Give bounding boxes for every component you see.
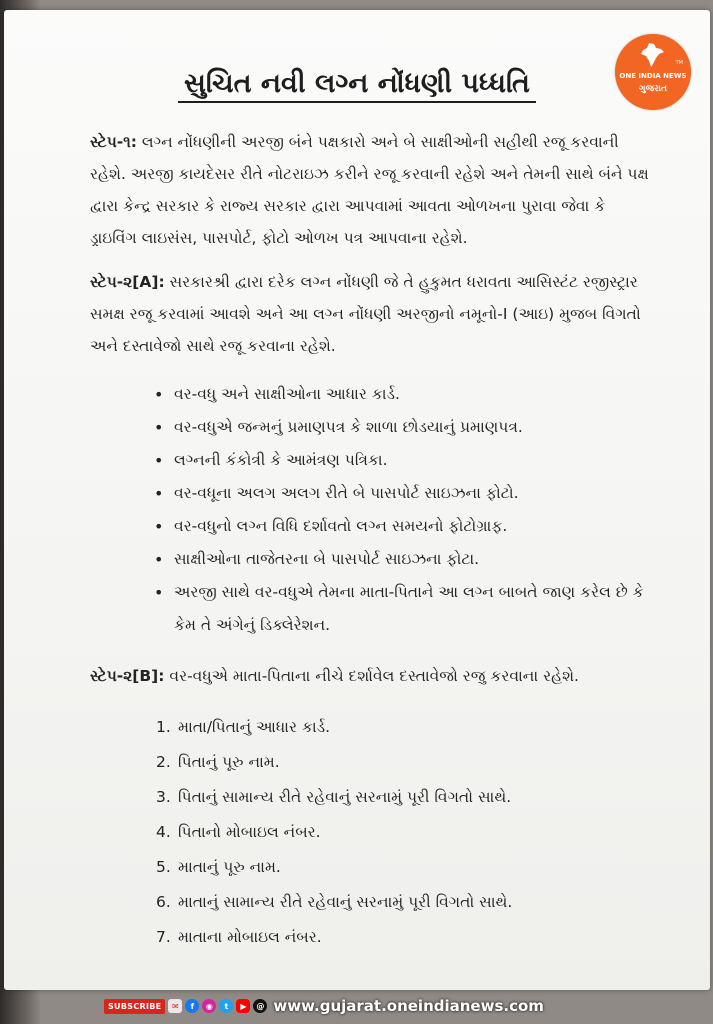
list-item (156, 885, 636, 920)
item-number: 4. (156, 823, 171, 841)
item-number: 5. (156, 858, 171, 876)
threads-icon[interactable]: @ (253, 999, 267, 1013)
logo-region-text: ગુજરાત (639, 84, 667, 94)
step-1-paragraph (90, 126, 650, 254)
item-text: માતાના મોબાઇલ નંબર. (178, 928, 322, 946)
step-2b-paragraph (90, 660, 650, 692)
list-item: • અરજી સાથે વર-વધુએ તેમના માતા-પિતાને આ લગ્ન બાબતે જાણ કરેલ છે કે કેમ તે અંગેનું ડિક્લેરેશન. (154, 576, 654, 642)
facebook-icon[interactable]: f (185, 999, 199, 1013)
list-item: • વર-વધુએ જન્મનું પ્રમાણપત્ર કે શાળા છોડયાનું પ્રમાણપત્ર. (154, 411, 654, 444)
step-2a-label: સ્ટેપ-૨[A]: (90, 273, 165, 291)
youtube-icon[interactable]: ▶ (236, 999, 250, 1013)
list-item: • વર-વધુ અને સાક્ષીઓના આધાર કાર્ડ. (154, 378, 654, 411)
title-text: સુચિત નવી લગ્ન નોંધણી પધ્ધતિ (178, 68, 536, 103)
twitter-icon[interactable]: t (219, 999, 233, 1013)
item-number: 1. (156, 718, 171, 736)
item-number: 3. (156, 788, 171, 806)
item-text: પિતાનું સામાન્ય રીતે રહેવાનું સરનામું પૂરી વિગતો સાથે. (178, 788, 512, 806)
item-text: માતાનું સામાન્ય રીતે રહેવાનું સરનામું પૂરી વિગતો સાથે. (178, 893, 513, 911)
brand-logo (615, 34, 691, 110)
logo-brand-text: ONE INDIA NEWS (619, 72, 687, 80)
list-item (156, 745, 636, 780)
item-text: માતાનું પૂરુ નામ. (178, 858, 281, 876)
step-2b-text: વર-વધુએ માતા-પિતાના નીચે દર્શાવેલ દસ્તાવેજો રજુ કરવાના રહેશે. (169, 667, 579, 685)
item-number: 7. (156, 928, 171, 946)
document-paper (4, 10, 710, 990)
trademark-mark: TM (675, 60, 683, 66)
list-item: • સાક્ષીઓના તાજેતરના બે પાસપોર્ટ સાઇઝના ફોટા. (154, 543, 654, 576)
step-2a-bullet-list (154, 378, 654, 642)
list-item (156, 780, 636, 815)
list-item (156, 920, 636, 955)
india-map-icon (637, 42, 667, 68)
item-number: 2. (156, 753, 171, 771)
instagram-icon[interactable]: ◉ (202, 999, 216, 1013)
step-1-label: સ્ટેપ-૧: (90, 133, 137, 151)
step-2b-label: સ્ટેપ-૨[B]: (90, 667, 165, 685)
step-1-text: લગ્ન નોંધણીની અરજી બંને પક્ષકારો અને બે સાક્ષીઓની સહીથી રજૂ કરવાની રહેશે. અરજી કાયદેસર રીતે નોટરાઇઝ કરીને રજૂ કરવાની રહેશે અને તેમની સાથે બંને પક્ષ દ્વારા કેન્દ્ર સરકાર કે રાજ્ય સરકાર દ્વારા આપવામાં આવતા ઓળખના પુરાવા જેવા કે ડ્રાઇવિંગ લાઇસંસ, પાસપોર્ટ, ફોટો ઓળખ પત્ર આપવાના રહેશે. (90, 133, 649, 247)
website-url[interactable]: www.gujarat.oneindianews.com (273, 997, 544, 1015)
bell-icon[interactable]: ✉ (168, 999, 182, 1013)
item-text: પિતાનું પૂરુ નામ. (178, 753, 280, 771)
step-2b-numbered-list (156, 710, 636, 955)
item-text: પિતાનો મોબાઇલ નંબર. (178, 823, 321, 841)
subscribe-button[interactable]: SUBSCRIBE (104, 999, 165, 1014)
list-item: • વર-વધુનો લગ્ન વિધિ દર્શાવતો લગ્ન સમયનો ફોટોગ્રાફ. (154, 510, 654, 543)
list-item (156, 815, 636, 850)
item-text: માતા/પિતાનું આધાર કાર્ડ. (178, 718, 331, 736)
item-number: 6. (156, 893, 171, 911)
page-title (4, 68, 710, 100)
social-footer (104, 995, 544, 1017)
list-item (156, 850, 636, 885)
list-item: • વર-વધૂના અલગ અલગ રીતે બે પાસપોર્ટ સાઇઝના ફોટો. (154, 477, 654, 510)
list-item (156, 710, 636, 745)
list-item: • લગ્નની કંકોત્રી કે આમંત્રણ પત્રિકા. (154, 444, 654, 477)
step-2a-text: સરકારશ્રી દ્વારા દરેક લગ્ન નોંધણી જે તે હુકુમત ધરાવતા આસિસ્ટંટ રજીસ્ટ્રાર સમક્ષ રજૂ કરવામાં આવશે અને આ લગ્ન નોંધણી અરજીનો નમૂનો-I (આઇ) મુજબ વિગતો અને દસ્તાવેજો સાથે રજૂ કરવાના રહેશે. (90, 273, 641, 355)
step-2a-paragraph (90, 266, 650, 362)
